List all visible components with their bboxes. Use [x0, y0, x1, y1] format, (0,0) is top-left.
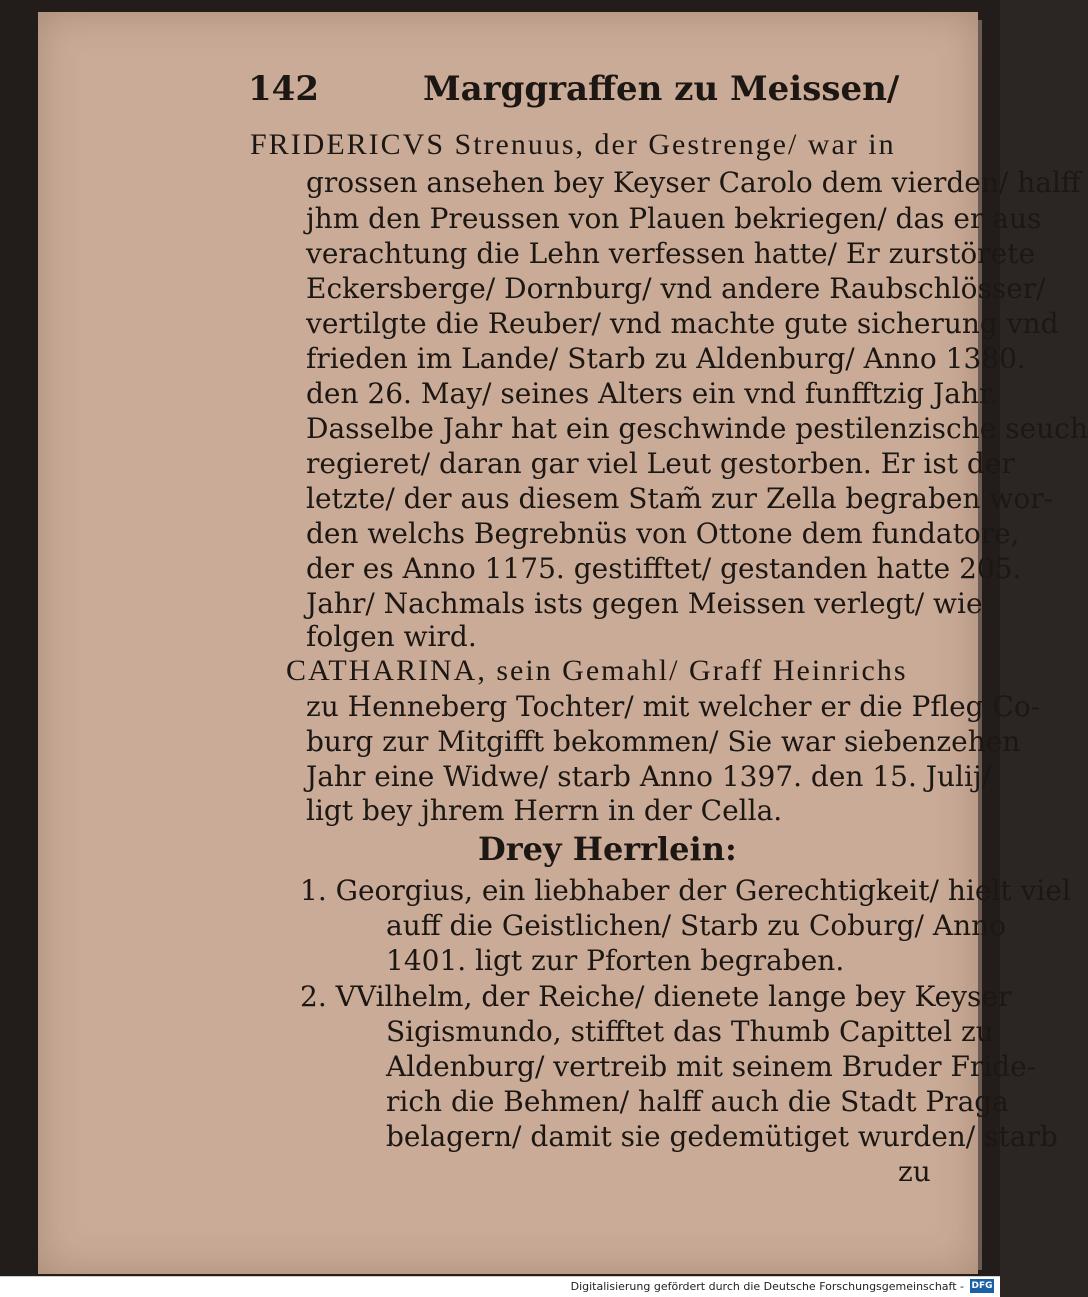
text-line: CATHARINA, sein Gemahl/ Graff Heinrichs — [286, 654, 908, 687]
text-line: ligt bey jhrem Herrn in der Cella. — [306, 794, 783, 827]
text-line: regieret/ daran gar viel Leut gestorben. Er ist der — [306, 447, 1015, 480]
text-line: belagern/ damit sie gedemütiget wurden/ starb — [386, 1120, 1058, 1153]
text-line: Sigismundo, stifftet das Thumb Capittel zu — [386, 1015, 994, 1048]
footer-credit: Digitalisierung gefördert durch die Deutsche Forschungsgemeinschaft - — [570, 1280, 964, 1293]
text-line: der es Anno 1175. gestifftet/ gestanden hatte 205. — [306, 552, 1022, 585]
text-line: burg zur Mitgifft bekommen/ Sie war siebenzehen — [306, 725, 1021, 758]
text-line: vertilgte die Reuber/ vnd machte gute sicherung vnd — [306, 307, 1059, 340]
text-line: den 26. May/ seines Alters ein vnd funfftzig Jahr. — [306, 377, 999, 410]
text-line: Eckersberge/ Dornburg/ vnd andere Raubschlösser/ — [306, 272, 1046, 305]
text-line: FRIDERICVS Strenuus, der Gestrenge/ war in — [250, 128, 896, 161]
page-number: 142 — [248, 69, 319, 109]
text-line: Jahr/ Nachmals ists gegen Meissen verlegt/ wie — [306, 587, 983, 620]
section-heading: Drey Herrlein: — [478, 830, 737, 868]
running-title: Marggraffen zu Meissen/ — [423, 69, 900, 109]
text-line: Dasselbe Jahr hat ein geschwinde pestilenzische seuch — [306, 412, 1088, 445]
text-line: folgen wird. — [306, 620, 477, 653]
text-line: letzte/ der aus diesem Stam̃ zur Zella begraben wor- — [306, 482, 1054, 515]
text-line: 1401. ligt zur Pforten begraben. — [386, 944, 845, 977]
text-line: Jahr eine Widwe/ starb Anno 1397. den 15. Julij/ — [306, 760, 992, 793]
list-item: 2. VVilhelm, der Reiche/ dienete lange bey Keyser — [300, 980, 1012, 1013]
text-line: verachtung die Lehn verfessen hatte/ Er zurstörete — [306, 237, 1036, 270]
catchword: zu — [898, 1155, 931, 1188]
text-line: grossen ansehen bey Keyser Carolo dem vierden/ halff — [306, 166, 1081, 199]
book-page — [38, 12, 1088, 1274]
text-line: Aldenburg/ vertreib mit seinem Bruder Fride- — [386, 1050, 1037, 1083]
text-line: zu Henneberg Tochter/ mit welcher er die Pfleg Co- — [306, 690, 1041, 723]
text-line: jhm den Preussen von Plauen bekriegen/ das er aus — [306, 202, 1042, 235]
text-line: auff die Geistlichen/ Starb zu Coburg/ Anno — [386, 909, 1006, 942]
list-item: 1. Georgius, ein liebhaber der Gerechtigkeit/ hielt viel — [300, 874, 1071, 907]
dfg-logo: DFG — [971, 1281, 993, 1291]
footer-bar — [0, 1276, 1000, 1297]
text-line: frieden im Lande/ Starb zu Aldenburg/ Anno 1380. — [306, 342, 1026, 375]
text-line: rich die Behmen/ halff auch die Stadt Praga — [386, 1085, 1009, 1118]
text-line: den welchs Begrebnüs von Ottone dem fundatore, — [306, 517, 1020, 550]
